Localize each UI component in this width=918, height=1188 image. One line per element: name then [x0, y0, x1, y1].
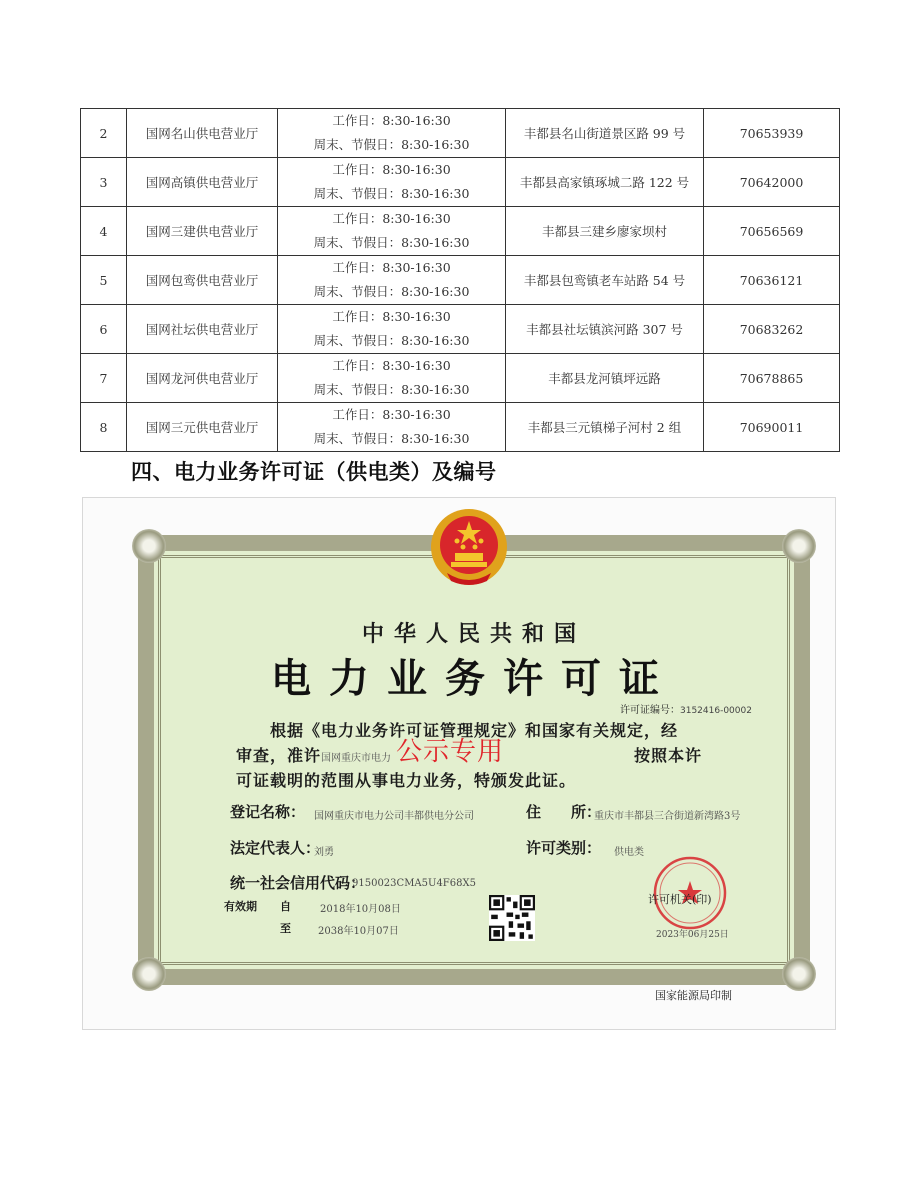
table-row	[81, 403, 840, 452]
business-hours	[278, 256, 506, 305]
hall-phone: 70690011	[704, 403, 840, 452]
license-number-value: 3152416-00002	[680, 706, 752, 716]
issuing-authority-label: 许可机关(印)	[648, 893, 712, 906]
service-hall-table	[80, 108, 839, 452]
national-emblem-icon	[429, 507, 509, 587]
business-hours	[278, 158, 506, 207]
hall-phone: 70653939	[704, 109, 840, 158]
hall-address: 丰都县包鸾镇老车站路 54 号	[506, 256, 704, 305]
weekday-hours: 工作日：8:30-16:30	[332, 407, 451, 422]
weekday-hours: 工作日：8:30-16:30	[332, 260, 451, 275]
validity-from-label: 自	[280, 900, 291, 913]
corner-ornament	[782, 529, 816, 563]
business-hours	[278, 305, 506, 354]
permit-type-value: 供电类	[614, 847, 644, 858]
body-line-2-company: 国网重庆市电力	[321, 753, 392, 764]
printer-note: 国家能源局印制	[655, 989, 732, 1002]
weekend-hours: 周末、节假日：8:30-16:30	[313, 284, 470, 299]
hall-name: 国网包鸾供电营业厅	[127, 256, 278, 305]
certificate-title: 电力业务许可证	[271, 655, 677, 702]
registered-name-label: 登记名称：	[230, 803, 306, 821]
weekday-hours: 工作日：8:30-16:30	[332, 358, 451, 373]
corner-ornament	[132, 957, 166, 991]
hall-address: 丰都县三元镇梯子河村 2 组	[506, 403, 704, 452]
credit-code-value: 9150023CMA5U4F68X5	[352, 878, 476, 889]
hall-name: 国网三元供电营业厅	[127, 403, 278, 452]
weekend-hours: 周末、节假日：8:30-16:30	[313, 186, 470, 201]
license-number-label: 许可证编号：	[620, 705, 680, 716]
weekend-hours: 周末、节假日：8:30-16:30	[313, 137, 470, 152]
permit-type-label: 许可类别：	[526, 839, 602, 857]
corner-ornament	[132, 529, 166, 563]
validity-from-value: 2018年10月08日	[320, 904, 401, 915]
weekday-hours: 工作日：8:30-16:30	[332, 113, 451, 128]
business-hours	[278, 354, 506, 403]
hall-phone: 70656569	[704, 207, 840, 256]
table-row	[81, 354, 840, 403]
address-value: 重庆市丰都县三合街道新湾路3号	[594, 811, 741, 822]
weekday-hours: 工作日：8:30-16:30	[332, 309, 451, 324]
corner-ornament	[782, 957, 816, 991]
row-number: 6	[81, 305, 127, 354]
row-number: 8	[81, 403, 127, 452]
public-display-stamp: 公示专用	[396, 737, 505, 767]
hall-phone: 70678865	[704, 354, 840, 403]
weekend-hours: 周末、节假日：8:30-16:30	[313, 333, 470, 348]
hall-name: 国网名山供电营业厅	[127, 109, 278, 158]
body-line-2-start: 审查，准许	[236, 746, 322, 765]
validity-label: 有效期	[224, 900, 257, 913]
weekend-hours: 周末、节假日：8:30-16:30	[313, 382, 470, 397]
row-number: 5	[81, 256, 127, 305]
table-row	[81, 158, 840, 207]
registered-name-value: 国网重庆市电力公司丰都供电分公司	[314, 811, 474, 822]
hall-name: 国网社坛供电营业厅	[127, 305, 278, 354]
hall-phone: 70642000	[704, 158, 840, 207]
legal-representative-label: 法定代表人：	[230, 839, 321, 857]
hall-address: 丰都县龙河镇坪远路	[506, 354, 704, 403]
qr-code-icon	[489, 895, 535, 941]
business-hours	[278, 207, 506, 256]
issue-date: 2023年06月25日	[656, 930, 729, 940]
table-row	[81, 256, 840, 305]
hall-address: 丰都县高家镇琢城二路 122 号	[506, 158, 704, 207]
legal-representative-value: 刘勇	[314, 847, 334, 858]
body-line-2	[236, 743, 391, 766]
validity-to-label: 至	[280, 922, 291, 935]
certificate-country: 中华人民共和国	[361, 621, 586, 647]
weekday-hours: 工作日：8:30-16:30	[332, 162, 451, 177]
body-line-1: 根据《电力业务许可证管理规定》和国家有关规定，经	[270, 721, 679, 740]
body-line-2-end: 按照本许	[634, 746, 703, 765]
address-label: 住 所：	[526, 803, 602, 821]
hall-address: 丰都县三建乡廖家坝村	[506, 207, 704, 256]
weekend-hours: 周末、节假日：8:30-16:30	[313, 431, 470, 446]
validity-to-value: 2038年10月07日	[318, 926, 399, 937]
business-hours	[278, 403, 506, 452]
business-hours	[278, 109, 506, 158]
row-number: 4	[81, 207, 127, 256]
power-business-license	[138, 535, 810, 985]
row-number: 7	[81, 354, 127, 403]
hall-phone: 70683262	[704, 305, 840, 354]
body-line-3: 可证载明的范围从事电力业务，特颁发此证。	[236, 771, 577, 790]
hall-phone: 70636121	[704, 256, 840, 305]
hall-name: 国网龙河供电营业厅	[127, 354, 278, 403]
section-title: 四、电力业务许可证（供电类）及编号	[131, 460, 497, 484]
weekday-hours: 工作日：8:30-16:30	[332, 211, 451, 226]
table-row	[81, 109, 840, 158]
hall-name: 国网高镇供电营业厅	[127, 158, 278, 207]
license-number	[620, 701, 752, 716]
weekend-hours: 周末、节假日：8:30-16:30	[313, 235, 470, 250]
row-number: 3	[81, 158, 127, 207]
hall-address: 丰都县社坛镇滨河路 307 号	[506, 305, 704, 354]
table-row	[81, 305, 840, 354]
table-row	[81, 207, 840, 256]
credit-code-label: 统一社会信用代码：	[230, 874, 366, 892]
row-number: 2	[81, 109, 127, 158]
hall-address: 丰都县名山街道景区路 99 号	[506, 109, 704, 158]
hall-name: 国网三建供电营业厅	[127, 207, 278, 256]
